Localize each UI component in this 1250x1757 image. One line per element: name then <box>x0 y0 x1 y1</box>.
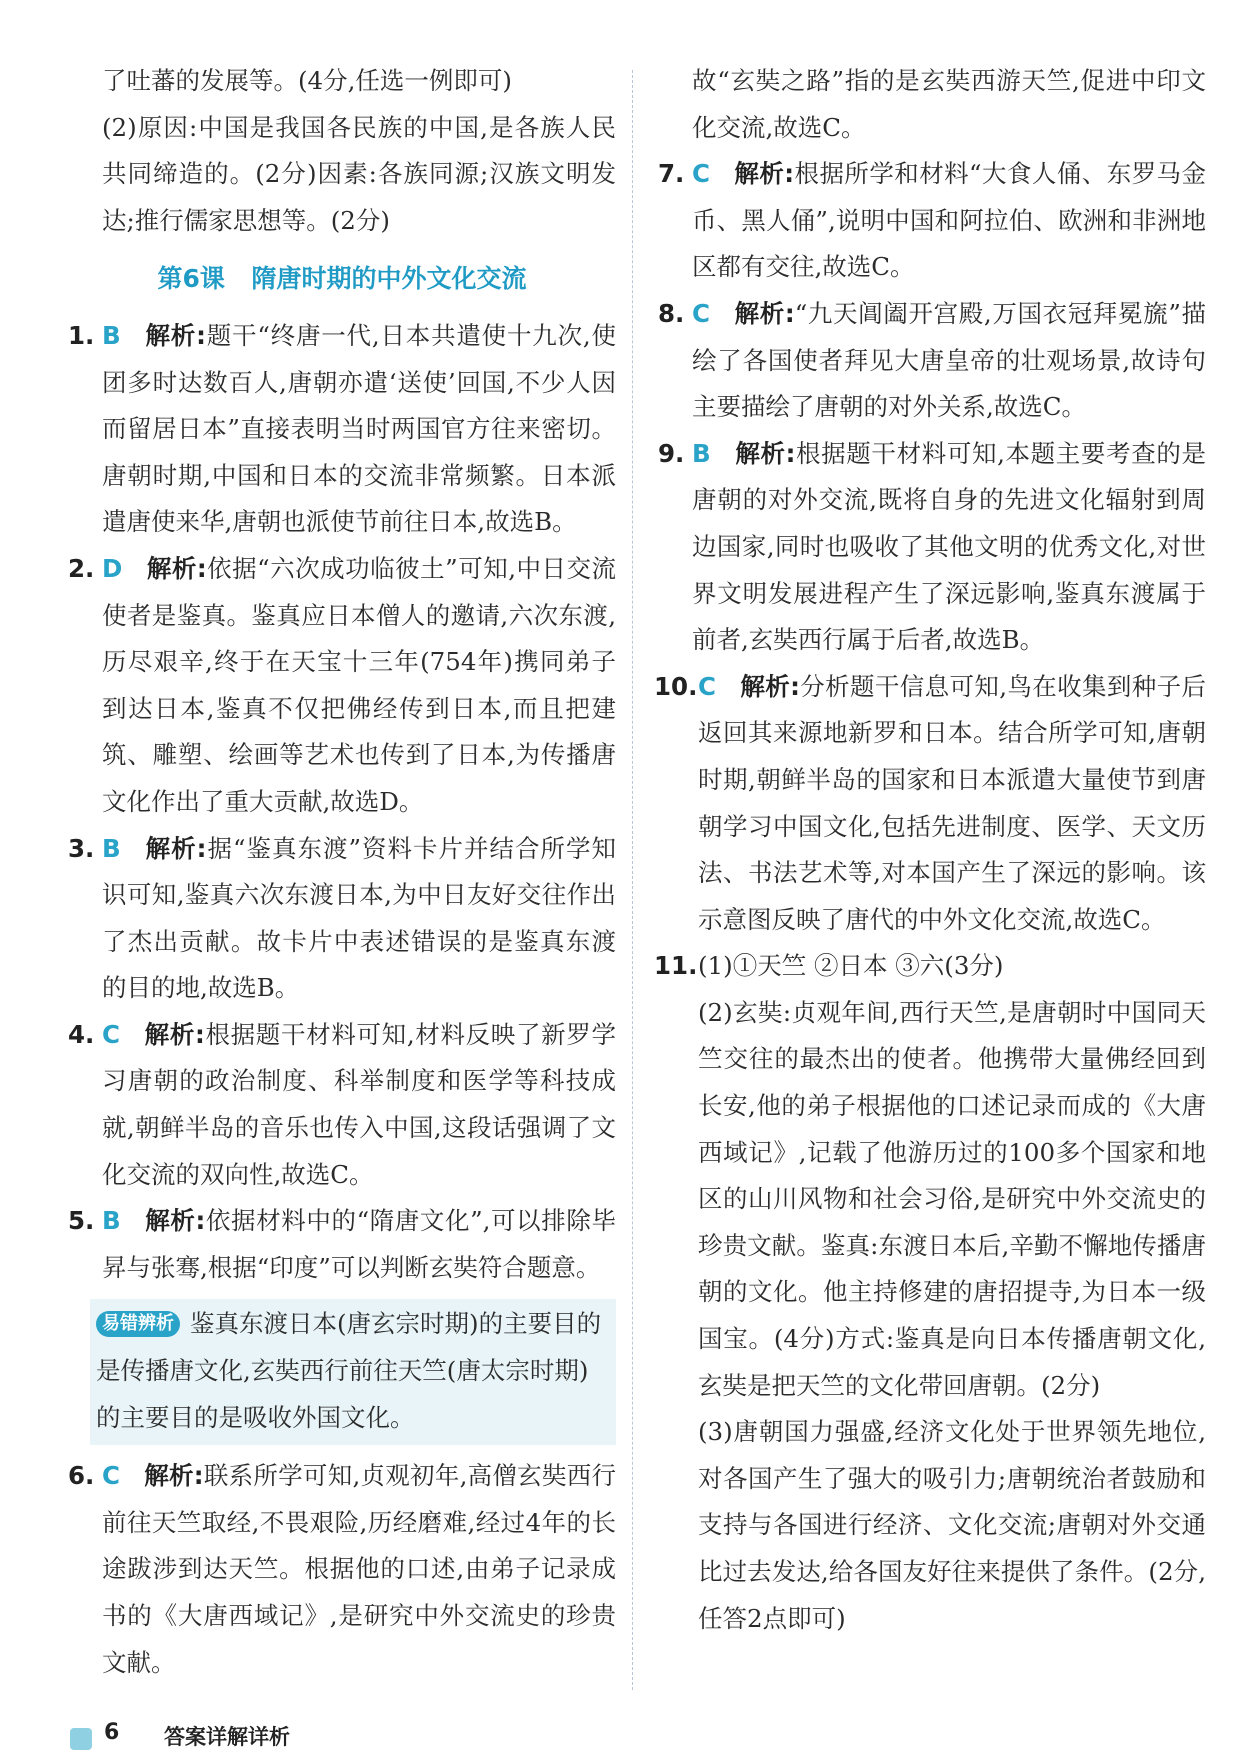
analysis-text: “九天阊阖开宫殿,万国衣冠拜冕旒”描绘了各国使者拜见大唐皇帝的壮观场景,故诗句主要描绘了唐朝的对外关系,故选C。 <box>692 298 1206 422</box>
analysis-label: 解析: <box>739 671 800 701</box>
item-number: 7. <box>658 159 685 189</box>
left-column <box>68 58 616 1686</box>
page-footer <box>70 1718 370 1750</box>
analysis-text: 据“鉴真东渡”资料卡片并结合所学知识可知,鉴真六次东渡日本,为中日友好交往作出了杰出贡献。故卡片中表述错误的是鉴真东渡的目的地,故选B。 <box>102 833 616 1003</box>
answer-item-5 <box>68 1198 616 1291</box>
analysis-label: 解析: <box>144 1206 206 1236</box>
answer-item-3 <box>68 826 616 1012</box>
analysis-label: 解析: <box>733 159 795 189</box>
answer-choice: C <box>698 671 716 701</box>
item-number: 4. <box>68 1019 95 1049</box>
answer-item-1 <box>68 313 616 546</box>
answer-choice: C <box>102 1019 120 1049</box>
right-column <box>654 58 1206 1642</box>
analysis-label: 解析: <box>144 833 207 863</box>
analysis-text: 联系所学可知,贞观初年,高僧玄奘西行前往天竺取经,不畏艰险,历经磨难,经过4年的长途跋涉到达天竺。根据他的口述,由弟子记录成书的《大唐西域记》,是研究中外交流史的珍贵文献。 <box>102 1461 616 1677</box>
error-analysis-tip <box>90 1299 616 1445</box>
item-number: 6. <box>68 1461 95 1491</box>
item-11-part-2: (2)玄奘:贞观年间,西行天竺,是唐朝时中国同天竺交往的最杰出的使者。他携带大量佛经回到长安,他的弟子根据他的口述记录而成的《大唐西域记》,记载了他游历过的100多个国家和地区的山川风物和社会习俗,是研究中外交流史的珍贵文献。鉴真:东渡日本后,辛勤不懈地传播唐朝的文化。他主持修建的唐招提寺,为日本一级国宝。(4分)方式:鉴真是向日本传播唐朝文化,玄奘是把天竺的文化带回唐朝。(2分) <box>698 997 1206 1400</box>
item-number: 1. <box>68 320 95 350</box>
answer-item-2 <box>68 546 616 826</box>
answer-choice: C <box>102 1461 120 1491</box>
tip-text: 鉴真东渡日本(唐玄宗时期)的主要目的是传播唐文化,玄奘西行前往天竺(唐太宗时期)的主要目的是吸收外国文化。 <box>96 1309 602 1432</box>
analysis-label: 解析: <box>144 320 206 350</box>
item-number: 2. <box>68 553 95 583</box>
analysis-label: 解析: <box>146 553 207 583</box>
item-number: 8. <box>658 298 685 328</box>
answer-choice: B <box>692 438 711 468</box>
answer-item-6 <box>68 1453 616 1686</box>
answer-item-11 <box>654 943 1206 1642</box>
intro-line-1: 了吐蕃的发展等。(4分,任选一例即可) <box>102 66 512 95</box>
answer-item-4 <box>68 1012 616 1198</box>
answer-item-9 <box>658 431 1206 664</box>
column-divider <box>632 70 633 1690</box>
analysis-label: 解析: <box>733 298 795 328</box>
page-number: 6 <box>104 1720 120 1745</box>
answer-item-7 <box>658 151 1206 291</box>
analysis-text: 分析题干信息可知,鸟在收集到种子后返回其来源地新罗和日本。结合所学可知,唐朝时期,朝鲜半岛的国家和日本派遣大量使节到唐朝学习中国文化,包括先进制度、医学、天文历法、书法艺术等,对本国产生了深远的影响。该示意图反映了唐代的中外文化交流,故选C。 <box>698 671 1206 934</box>
item-11-part-1: (1)①天竺 ②日本 ③六(3分) <box>698 951 1004 981</box>
answer-choice: B <box>102 1206 121 1236</box>
item-number: 10. <box>654 671 698 701</box>
item-number: 3. <box>68 833 95 863</box>
analysis-text: 根据题干材料可知,材料反映了新罗学习唐朝的政治制度、科举制度和医学等科技成就,朝鲜半岛的音乐也传入中国,这段话强调了文化交流的双向性,故选C。 <box>102 1019 616 1189</box>
analysis-text: 依据材料中的“隋唐文化”,可以排除毕昇与张骞,根据“印度”可以判断玄奘符合题意。 <box>102 1206 616 1282</box>
analysis-text: 根据所学和材料“大食人俑、东罗马金币、黑人俑”,说明中国和阿拉伯、欧洲和非洲地区都有交往,故选C。 <box>692 159 1206 282</box>
answer-choice: B <box>102 320 121 350</box>
analysis-label: 解析: <box>734 438 796 468</box>
footer-decoration-icon <box>70 1728 92 1750</box>
analysis-label: 解析: <box>143 1019 205 1049</box>
analysis-label: 解析: <box>143 1461 204 1491</box>
lesson-title: 第6课 隋唐时期的中外文化交流 <box>157 264 527 294</box>
intro-line-2: (2)原因:中国是我国各民族的中国,是各族人民共同缔造的。(2分)因素:各族同源;汉族文明发达;推行儒家思想等。(2分) <box>102 112 616 235</box>
item-number: 11. <box>654 951 698 981</box>
answer-choice: C <box>692 298 710 328</box>
answer-item-8 <box>658 291 1206 431</box>
item-11-part-3: (3)唐朝国力强盛,经济文化处于世界领先地位,对各国产生了强大的吸引力;唐朝统治者鼓励和支持与各国进行经济、文化交流;唐朝对外交通比过去发达,给各国友好往来提供了条件。(2分,任答2点即可) <box>698 1417 1206 1633</box>
item-6-continuation: 故“玄奘之路”指的是玄奘西游天竺,促进中印文化交流,故选C。 <box>692 66 1206 142</box>
item-number: 5. <box>68 1206 95 1236</box>
answer-item-10 <box>654 664 1206 944</box>
analysis-text: 题干“终唐一代,日本共遣使十九次,使团多时达数百人,唐朝亦遣‘送使’回国,不少人因而留居日本”直接表明当时两国官方往来密切。唐朝时期,中国和日本的交流非常频繁。日本派遣唐使来华,唐朝也派使节前往日本,故选B。 <box>102 320 616 537</box>
item-number: 9. <box>658 438 685 468</box>
answer-choice: B <box>102 833 121 863</box>
analysis-text: 依据“六次成功临彼土”可知,中日交流使者是鉴真。鉴真应日本僧人的邀请,六次东渡,历尽艰辛,终于在天宝十三年(754年)携同弟子到达日本,鉴真不仅把佛经传到日本,而且把建筑、雕塑、绘画等艺术也传到了日本,为传播唐文化作出了重大贡献,故选D。 <box>102 553 616 816</box>
tip-badge: 易错辨析 <box>96 1311 180 1337</box>
answer-choice: C <box>692 159 710 189</box>
footer-title: 答案详解详析 <box>164 1725 290 1749</box>
analysis-text: 根据题干材料可知,本题主要考查的是唐朝的对外交流,既将自身的先进文化辐射到周边国家,同时也吸收了其他文明的优秀文化,对世界文明发展进程产生了深远影响,鉴真东渡属于前者,玄奘西行属于后者,故选B。 <box>692 438 1206 655</box>
answer-choice: D <box>102 553 123 583</box>
